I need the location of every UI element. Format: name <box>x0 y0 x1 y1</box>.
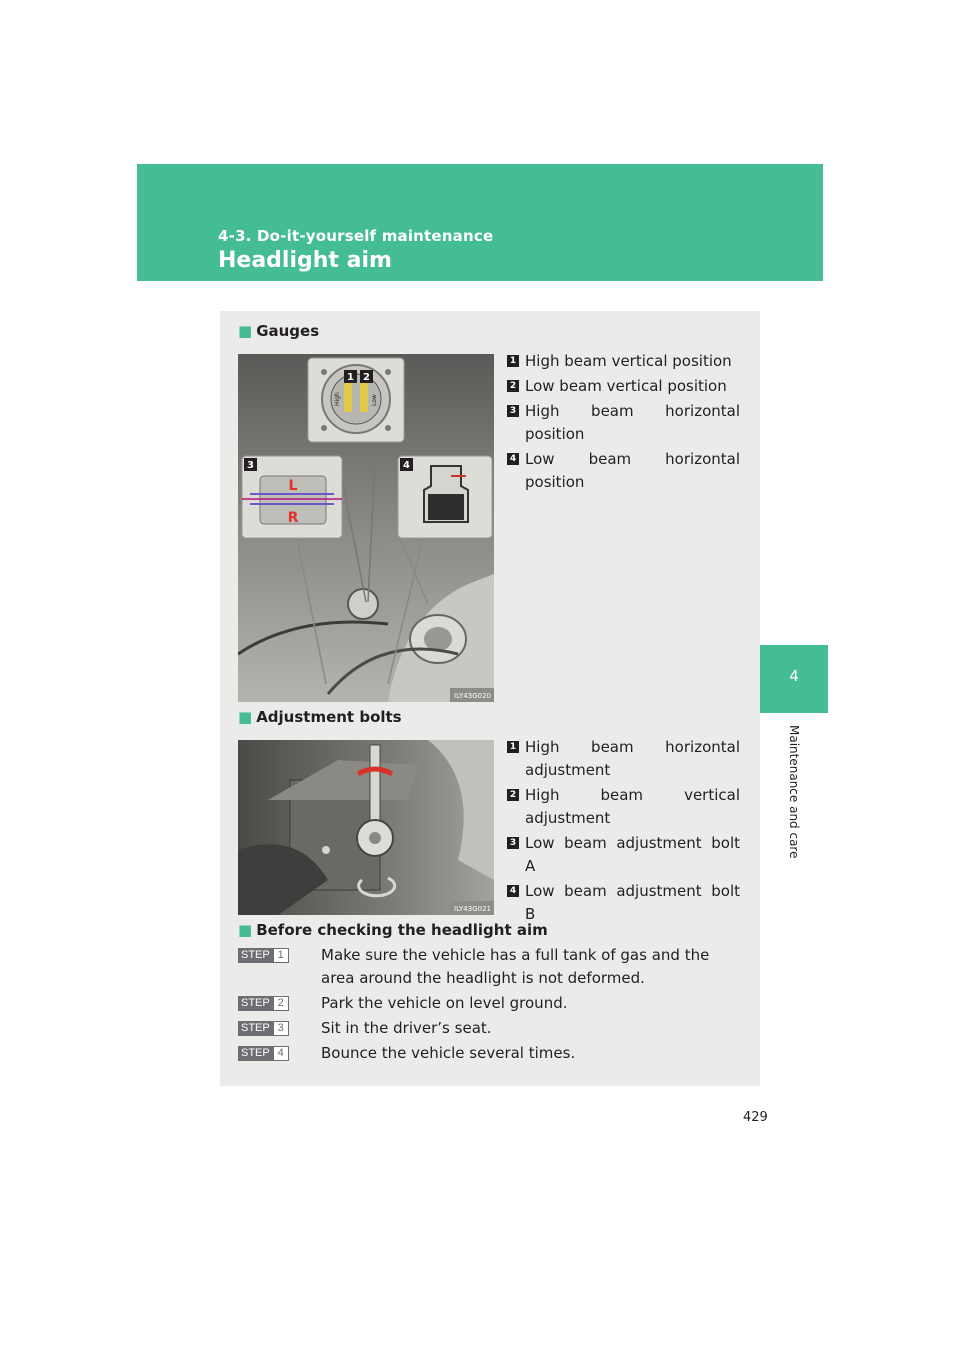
step-badge: STEP 4 <box>238 1046 289 1061</box>
list-item: 3 High beam horizontal position <box>507 400 740 446</box>
section-label: 4-3. Do-it-yourself maintenance <box>218 227 494 245</box>
bolts-heading: ■ Adjustment bolts <box>238 708 402 726</box>
step-badge: STEP 1 <box>238 948 289 963</box>
gauges-heading: ■ Gauges <box>238 322 320 340</box>
gauge-high-label: High <box>334 392 341 406</box>
list-item: 2 Low beam vertical position <box>507 375 740 398</box>
callout-4: 4 <box>403 460 410 471</box>
step-item: STEP 1 Make sure the vehicle has a full tank of gas and the area around the headlight is not deformed. <box>238 944 743 990</box>
square-bullet-icon: ■ <box>238 921 253 939</box>
image-code: ILY43G021 <box>454 905 492 913</box>
page-number: 429 <box>743 1110 768 1125</box>
gauge-l-label: L <box>288 478 298 494</box>
chapter-number: 4 <box>789 667 799 685</box>
chapter-title: Maintenance and care <box>787 725 801 859</box>
image-code: ILY43G020 <box>454 692 492 700</box>
bolts-list <box>507 736 740 928</box>
gauges-illustration <box>238 354 494 702</box>
square-bullet-icon: ■ <box>238 708 253 726</box>
chapter-tab <box>760 645 828 713</box>
step-item: STEP 3 Sit in the driver’s seat. <box>238 1017 743 1040</box>
list-item: 2 High beam vertical adjustment <box>507 784 740 830</box>
step-badge: STEP 2 <box>238 996 289 1011</box>
step-item: STEP 4 Bounce the vehicle several times. <box>238 1042 743 1065</box>
callout-2: 2 <box>363 372 370 383</box>
callout-3: 3 <box>247 460 254 471</box>
callout-1: 1 <box>347 372 354 383</box>
step-badge: STEP 3 <box>238 1021 289 1036</box>
list-item: 1 High beam horizontal adjustment <box>507 736 740 782</box>
page-title: Headlight aim <box>218 248 392 273</box>
step-item: STEP 2 Park the vehicle on level ground. <box>238 992 743 1015</box>
gauge-r-label: R <box>287 510 299 526</box>
gauges-list <box>507 350 740 496</box>
list-item: 3 Low beam adjustment bolt A <box>507 832 740 878</box>
list-item: 4 Low beam adjustment bolt B <box>507 880 740 926</box>
checking-heading: ■ Before checking the headlight aim <box>238 921 548 939</box>
gauge-low-label: Low <box>371 394 378 406</box>
steps-list <box>238 944 743 1067</box>
list-item: 4 Low beam horizontal position <box>507 448 740 494</box>
chapter-header <box>137 164 823 281</box>
square-bullet-icon: ■ <box>238 322 253 340</box>
list-item: 1 High beam vertical position <box>507 350 740 373</box>
content-panel <box>220 311 760 1086</box>
bolts-illustration <box>238 740 494 915</box>
